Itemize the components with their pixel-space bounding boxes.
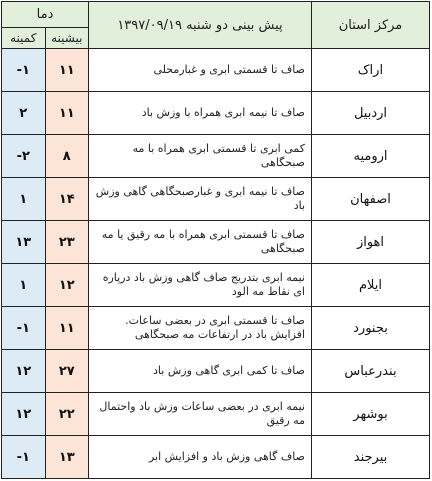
- min-temp-cell: -۱: [2, 307, 46, 350]
- header-city: مرکز استان: [312, 2, 430, 49]
- city-cell: بجنورد: [312, 307, 430, 350]
- city-cell: اصفهان: [312, 178, 430, 221]
- min-temp-cell: ۲: [2, 92, 46, 135]
- max-temp-cell: ۸: [45, 135, 89, 178]
- forecast-cell: نیمه ابری بتدریج صاف گاهی وزش باد درپاره ای نقاط مه الود: [89, 264, 312, 307]
- city-cell: بندرعباس: [312, 350, 430, 393]
- table-row: [2, 92, 430, 135]
- max-temp-cell: ۱۱: [45, 49, 89, 92]
- city-cell: اردبیل: [312, 92, 430, 135]
- max-temp-cell: ۱۴: [45, 178, 89, 221]
- forecast-cell: صاف تا کمی ابری گاهی وزش باد: [89, 350, 312, 393]
- forecast-cell: صاف تا قسمتی ابری همراه با مه رقیق یا مه صبحگاهی: [89, 221, 312, 264]
- city-cell: ارومیه: [312, 135, 430, 178]
- max-temp-cell: ۲۲: [45, 393, 89, 436]
- forecast-cell: صاف تا قسمتی ابری در بعضی ساعات. افزایش باد در ارتفاعات مه صبحگاهی: [89, 307, 312, 350]
- table-row: [2, 221, 430, 264]
- table-row: [2, 307, 430, 350]
- max-temp-cell: ۲۳: [45, 221, 89, 264]
- header-temperature: دما: [2, 2, 89, 28]
- city-cell: ایلام: [312, 264, 430, 307]
- header-min: کمینه: [2, 28, 46, 49]
- city-cell: اهواز: [312, 221, 430, 264]
- table-row: [2, 135, 430, 178]
- max-temp-cell: ۱۱: [45, 92, 89, 135]
- table-row: [2, 350, 430, 393]
- min-temp-cell: -۲: [2, 135, 46, 178]
- max-temp-cell: ۱۳: [45, 436, 89, 479]
- city-cell: اراک: [312, 49, 430, 92]
- forecast-cell: صاف گاهی وزش باد و افزایش ابر: [89, 436, 312, 479]
- table-row: [2, 264, 430, 307]
- table-row: [2, 436, 430, 479]
- forecast-cell: صاف تا نیمه ابری همراه با وزش باد: [89, 92, 312, 135]
- min-temp-cell: ۱۲: [2, 393, 46, 436]
- max-temp-cell: ۲۷: [45, 350, 89, 393]
- forecast-cell: کمی ابری تا قسمتی ابری همراه با مه صبحگاهی: [89, 135, 312, 178]
- forecast-sheet: [1, 1, 430, 479]
- min-temp-cell: ۱۲: [2, 350, 46, 393]
- min-temp-cell: -۱: [2, 436, 46, 479]
- min-temp-cell: ۱: [2, 264, 46, 307]
- max-temp-cell: ۱۲: [45, 264, 89, 307]
- city-cell: بوشهر: [312, 393, 430, 436]
- table-row: [2, 393, 430, 436]
- forecast-cell: صاف تا قسمتی ابری و غبارمحلی: [89, 49, 312, 92]
- min-temp-cell: ۱۳: [2, 221, 46, 264]
- forecast-cell: صاف تا نیمه ابری و غبارصبحگاهی گاهی وزش باد: [89, 178, 312, 221]
- forecast-cell: نیمه ابری در بعضی ساعات وزش باد واحتمال مه رقیق: [89, 393, 312, 436]
- header-max: بیشینه: [45, 28, 89, 49]
- header-forecast: پیش بینی دو شنبه ۱۳۹۷/۰۹/۱۹: [89, 2, 312, 49]
- city-cell: بیرجند: [312, 436, 430, 479]
- min-temp-cell: ۱: [2, 178, 46, 221]
- forecast-table: [1, 1, 430, 479]
- forecast-rows: [2, 49, 430, 479]
- table-row: [2, 49, 430, 92]
- table-row: [2, 178, 430, 221]
- max-temp-cell: ۱۱: [45, 307, 89, 350]
- min-temp-cell: -۱: [2, 49, 46, 92]
